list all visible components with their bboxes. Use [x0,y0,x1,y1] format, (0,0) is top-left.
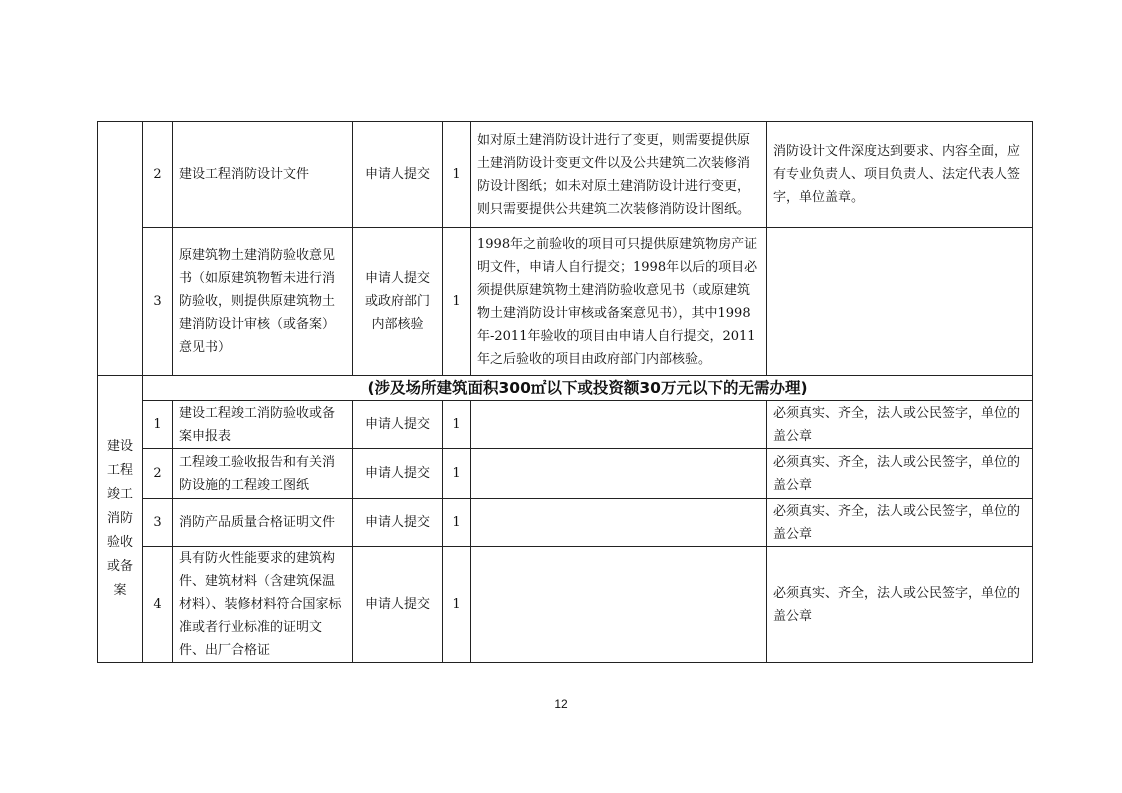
row-number: 3 [143,499,173,547]
row-number: 1 [143,401,173,449]
material-name: 具有防火性能要求的建筑构件、建筑材料（含建筑保温材料）、装修材料符合国家标准或者行业标准的证明文件、出厂合格证 [173,547,353,663]
top-group-cell [98,122,143,376]
material-source: 申请人提交 [353,122,443,228]
material-requirement: 必须真实、齐全，法人或公民签字，单位的盖公章 [767,547,1033,663]
material-note [471,547,767,663]
material-source: 申请人提交 [353,499,443,547]
material-name: 消防产品质量合格证明文件 [173,499,353,547]
material-note: 1998年之前验收的项目可只提供原建筑物房产证明文件，申请人自行提交；1998年以后的项目必须提供原建筑物土建消防验收意见书（或原建筑物土建消防设计审核或备案意见书），其中1998年-2011年验收的项目由申请人自行提交，2011年之后验收的项目由政府部门内部核验。 [471,228,767,376]
acceptance-group-label: 建设工程竣工消防验收或备案 [98,376,143,663]
material-name: 原建筑物土建消防验收意见书（如原建筑物暂未进行消防验收，则提供原建筑物土建消防设计审核（或备案）意见书） [173,228,353,376]
materials-table [97,121,1033,663]
table-row [98,401,1033,449]
material-source: 申请人提交 [353,547,443,663]
page-number: 12 [554,697,568,711]
material-name: 建设工程竣工消防验收或备案申报表 [173,401,353,449]
material-name: 工程竣工验收报告和有关消防设施的工程竣工图纸 [173,449,353,499]
material-source: 申请人提交或政府部门内部核验 [353,228,443,376]
table-row [98,228,1033,376]
material-name: 建设工程消防设计文件 [173,122,353,228]
copies-count: 1 [443,547,471,663]
row-number: 4 [143,547,173,663]
material-requirement: 必须真实、齐全，法人或公民签字，单位的盖公章 [767,449,1033,499]
material-note [471,449,767,499]
material-requirement: 必须真实、齐全，法人或公民签字，单位的盖公章 [767,499,1033,547]
material-source: 申请人提交 [353,449,443,499]
material-note [471,499,767,547]
copies-count: 1 [443,449,471,499]
copies-count: 1 [443,401,471,449]
row-number: 2 [143,122,173,228]
material-source: 申请人提交 [353,401,443,449]
exemption-banner: (涉及场所建筑面积300㎡以下或投资额30万元以下的无需办理) [143,376,1033,401]
copies-count: 1 [443,499,471,547]
material-requirement [767,228,1033,376]
row-number: 2 [143,449,173,499]
table-row [98,122,1033,228]
material-requirement: 消防设计文件深度达到要求、内容全面，应有专业负责人、项目负责人、法定代表人签字，单位盖章。 [767,122,1033,228]
copies-count: 1 [443,122,471,228]
table-row [98,449,1033,499]
table-row [98,547,1033,663]
copies-count: 1 [443,228,471,376]
row-number: 3 [143,228,173,376]
table-row [98,499,1033,547]
table-row [98,376,1033,401]
material-requirement: 必须真实、齐全，法人或公民签字，单位的盖公章 [767,401,1033,449]
material-note [471,401,767,449]
material-note: 如对原土建消防设计进行了变更，则需要提供原土建消防设计变更文件以及公共建筑二次装修消防设计图纸；如未对原土建消防设计进行变更，则只需要提供公共建筑二次装修消防设计图纸。 [471,122,767,228]
